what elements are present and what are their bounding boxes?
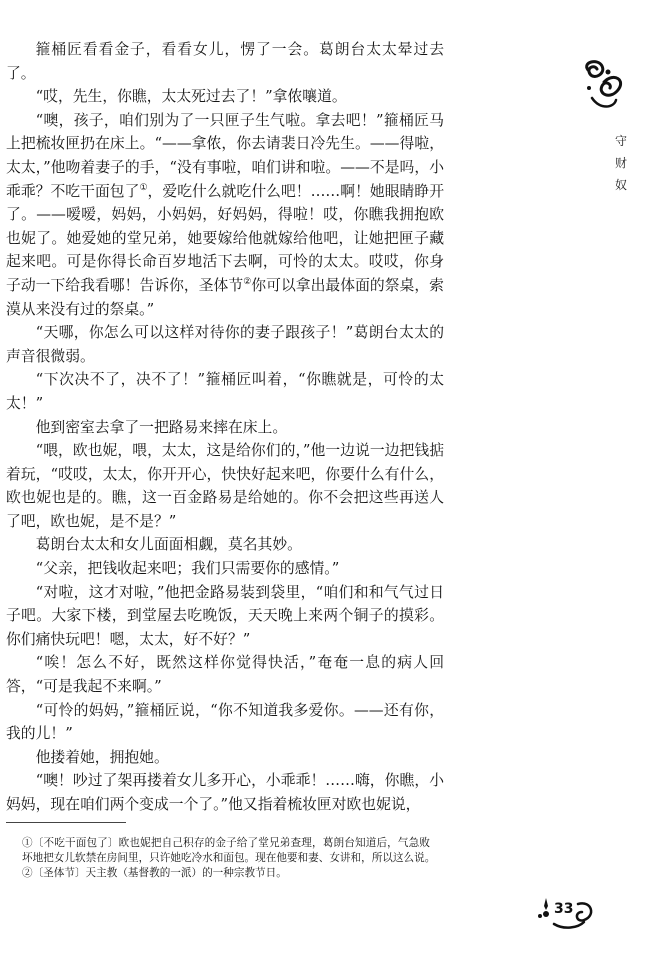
paragraph: “哎，先生，你瞧，太太死过去了！”拿侬嚷道。 <box>35 88 347 106</box>
footnote-marker: ① <box>139 182 148 193</box>
footnote-text: ①〔不吃干面包了〕欧也妮把自己积存的金子给了堂兄弟查理，葛朗台知道后，气急败坏地把女儿软禁在房间里，只许她吃冷水和面包。现在他要和妻、女讲和，所以这么说。 ②〔圣体节〕天主教（基督教的一派）的一种宗教节日。 <box>22 837 441 879</box>
side-title-char: 守 <box>614 134 627 148</box>
side-title-char: 财 <box>614 156 627 170</box>
side-title-char: 奴 <box>614 178 627 192</box>
paragraph: 箍桶匠看看金子，看看女儿，愣了一会。葛朗台太太晕过去了。 <box>6 41 444 82</box>
footnotes <box>22 836 441 880</box>
paragraph: 他到密室去拿了一把路易来摔在床上。 <box>35 418 288 436</box>
footnote-marker: ② <box>243 277 252 288</box>
paragraph-text: ，爱吃什么就吃什么吧！……啊！她眼睛睁开了。——嗳嗳，妈妈，小妈妈，好妈妈，得啦！哎，你瞧我拥抱欧也妮了。她爱她的堂兄弟，她要嫁给他就嫁给他吧，让她把匣子藏起来吧。可是你得长命百岁地活下去啊，可怜的太太。哎哎，你身子动一下给我看哪！告诉你，圣体节 <box>6 182 444 294</box>
page-number-block <box>534 896 596 932</box>
paragraph-text: “噢，孩子，咱们别为了一只匣子生气啦。拿去吧！”箍桶匠马上把梳妆匣扔在床上。“——拿侬，你去请裴日冷先生。——得啦，太太，”他吻着妻子的手，“没有事啦，咱们讲和啦。——不是吗，小乖乖？不吃干面包了 <box>6 111 444 200</box>
footnote-divider <box>6 822 126 823</box>
paragraph: “噢！吵过了架再搂着女儿多开心，小乖乖！……嗨，你瞧，小妈妈，现在咱们两个变成一个了。”他又指着梳妆匣对欧也妮说， <box>6 772 444 813</box>
flourish-ornament-icon <box>580 58 626 112</box>
paragraph: “可怜的妈妈，”箍桶匠说，“你不知道我多爱你。——还有你，我的儿！” <box>6 701 444 743</box>
paragraph: “下次决不了，决不了！”箍桶匠叫着，“你瞧就是，可怜的太太！” <box>6 371 444 412</box>
paragraph: “天哪，你怎么可以这样对待你的妻子跟孩子！”葛朗台太太的声音很微弱。 <box>6 324 444 365</box>
paragraph: 葛朗台太太和女儿面面相觑，莫名其妙。 <box>35 536 302 554</box>
paragraph <box>6 109 444 321</box>
page-number: 33 <box>554 901 574 917</box>
side-title <box>613 130 629 196</box>
paragraph: “父亲，把钱收起来吧；我们只需要你的感情。” <box>35 560 340 578</box>
paragraph: 他搂着她，拥抱她。 <box>35 748 169 766</box>
main-text <box>6 38 444 817</box>
paragraph: “喂，欧也妮，喂，太太，这是给你们的，”他一边说一边把钱掂着玩，“哎哎，太太，你开开心，快快好起来吧，你要什么有什么，欧也妮也是的。瞧，这一百金路易是给她的。你不会把这些再送人了吧，欧也妮，是不是？” <box>6 442 444 530</box>
paragraph: “唉！怎么不好，既然这样你觉得快活，”奄奄一息的病人回答，“可是我起不来啊。” <box>6 654 444 696</box>
paragraph: “对啦，这才对啦，”他把金路易装到袋里，“咱们和和气气过日子吧。大家下楼，到堂屋去吃晚饭，天天晚上来两个铜子的摸彩。你们痛快玩吧！嗯，太太，好不好？” <box>6 583 444 648</box>
paragraph-text: 你可以拿出最体面的祭桌，索漠从来没有过的祭桌。” <box>6 276 444 318</box>
